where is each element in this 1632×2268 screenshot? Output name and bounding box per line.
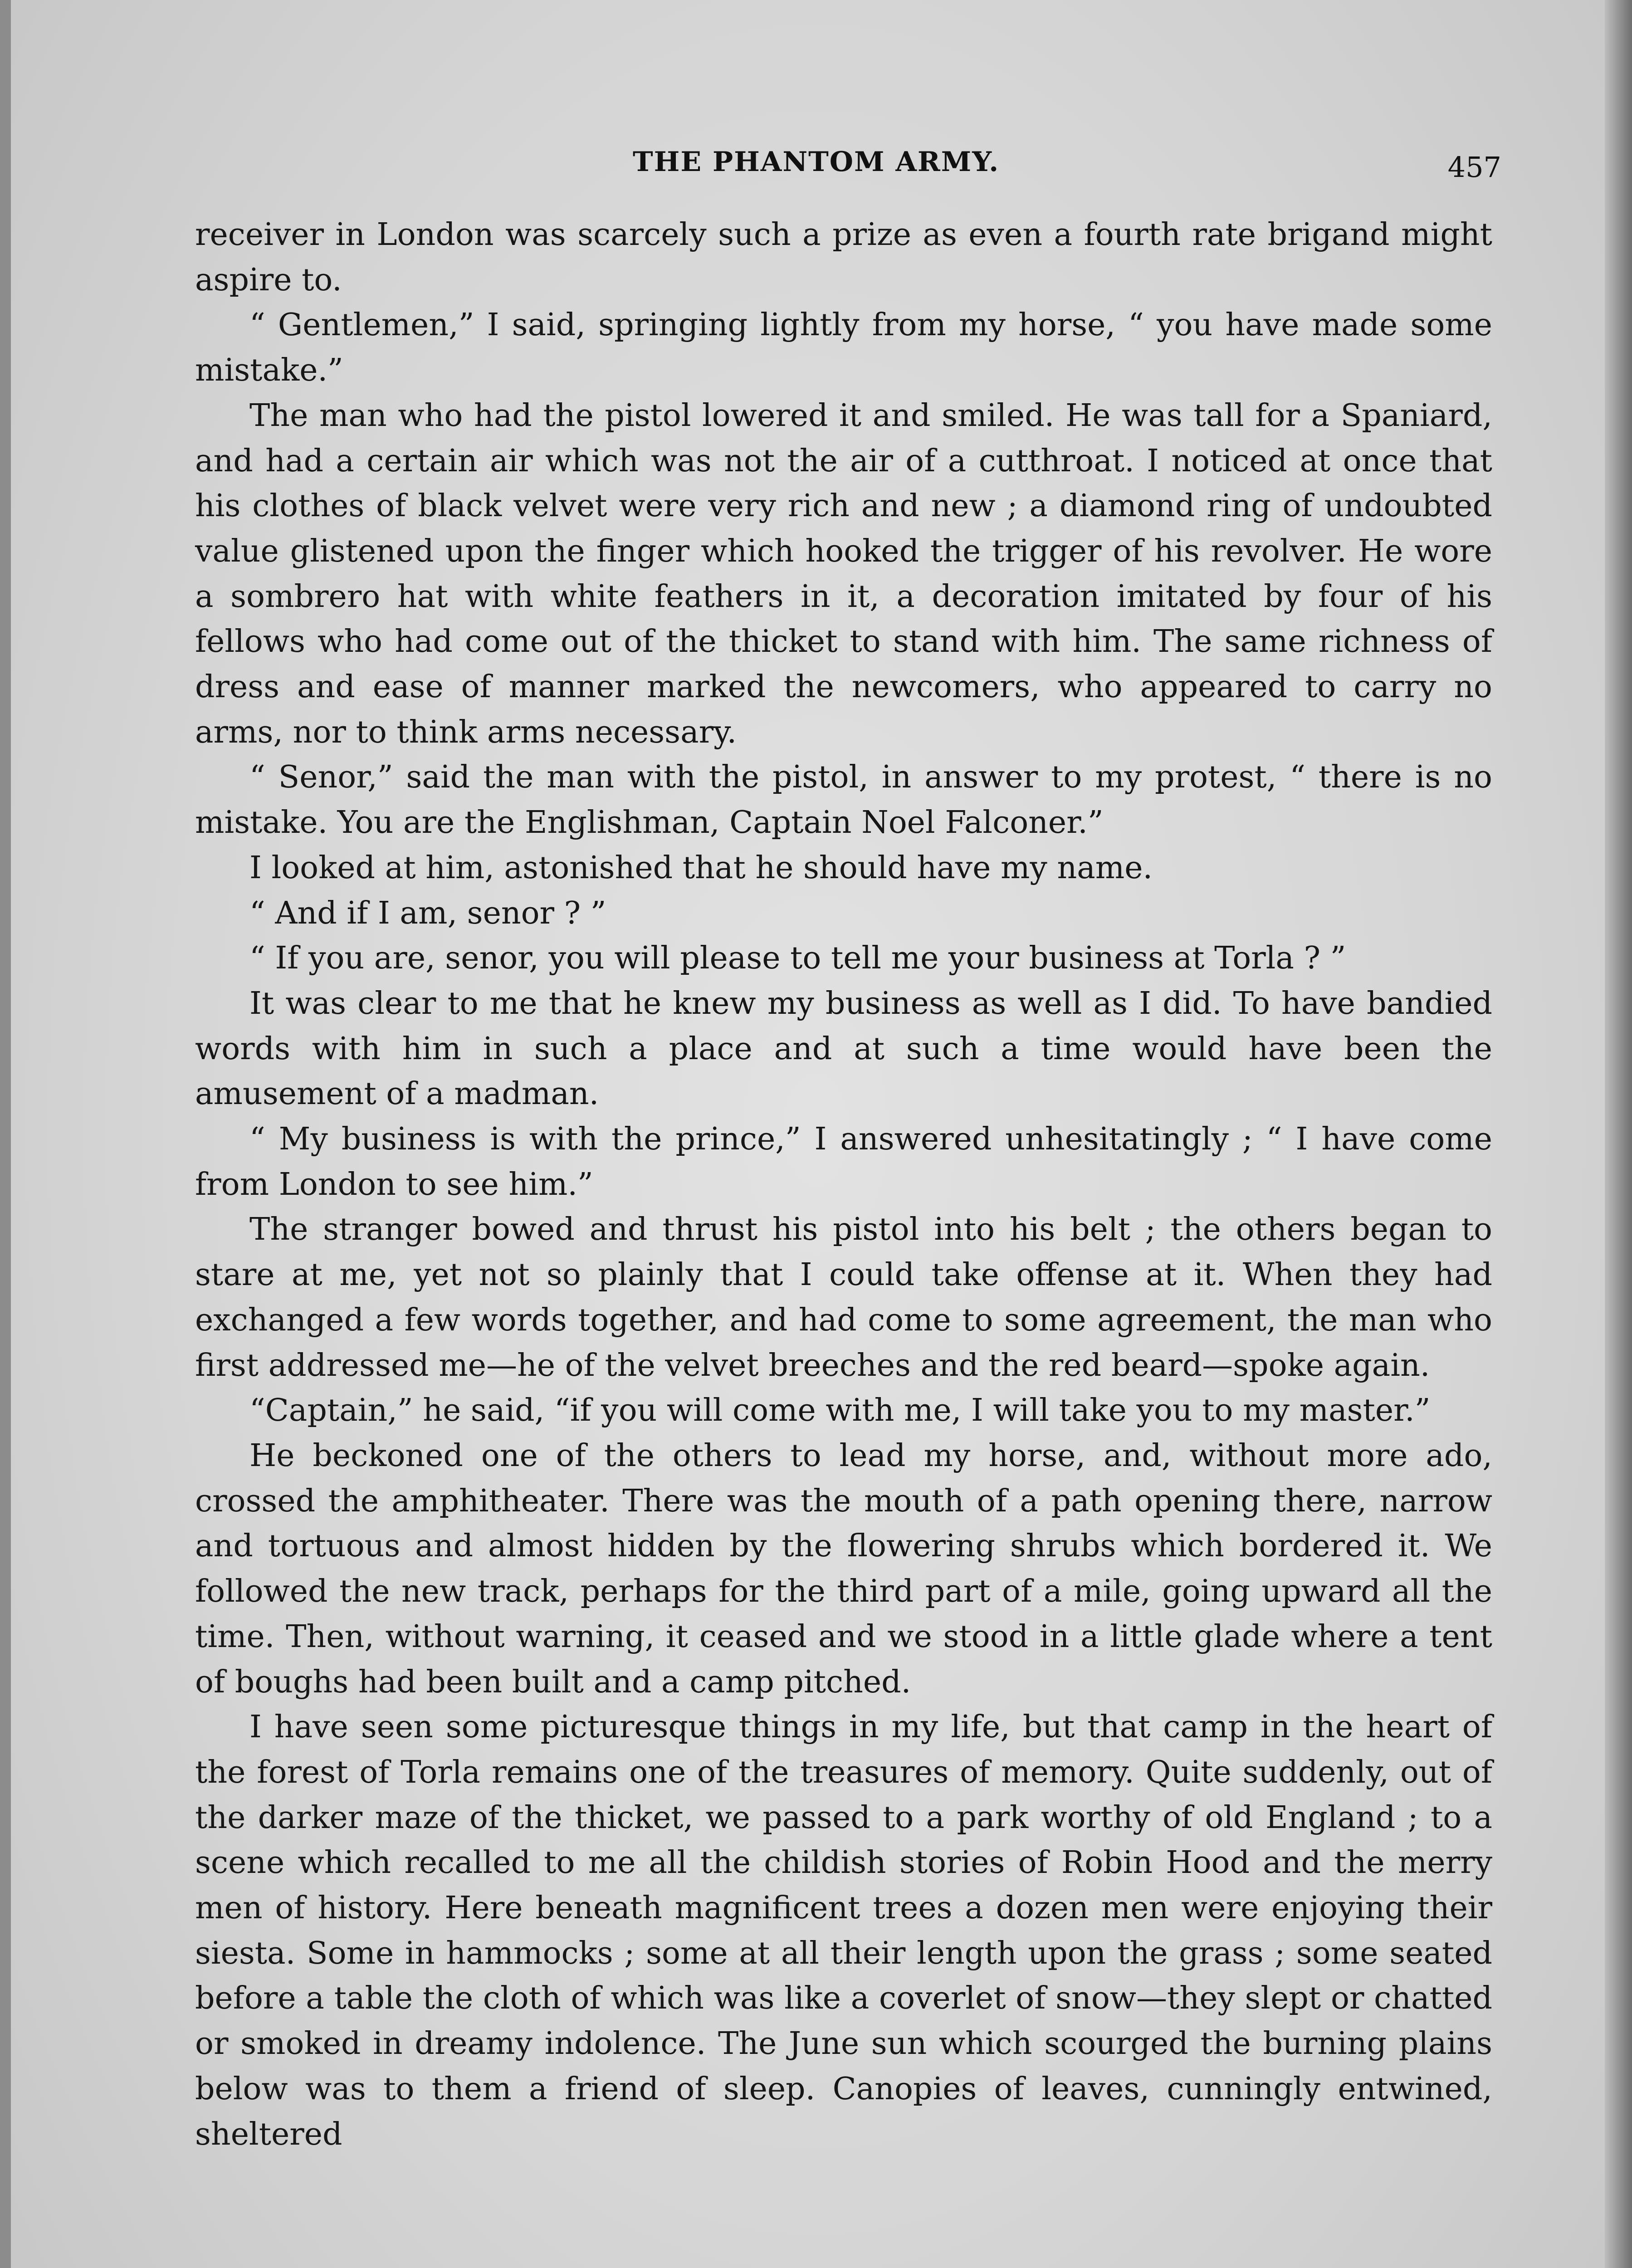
paragraph: receiver in London was scarcely such a prize as even a fourth rate brigand might aspire to.: [195, 217, 1492, 298]
page-edge-right: [1605, 0, 1632, 2268]
paragraph: “ Gentlemen,” I said, springing lightly from my horse, “ you have made some mistake.”: [195, 307, 1492, 389]
page-header: [172, 146, 1501, 187]
paragraph: I looked at him, astonished that he should have my name.: [249, 850, 1153, 886]
paragraph: “Captain,” he said, “if you will come with me, I will take you to my master.”: [249, 1393, 1431, 1429]
paragraph: “ Senor,” said the man with the pistol, in answer to my protest, “ there is no mistake. You are the Englishman, Captain Noel Falconer.”: [195, 759, 1492, 841]
paragraph: I have seen some picturesque things in my life, but that camp in the heart of the forest of Torla remains one of the treasures of memory. Quite suddenly, out of the darker maze of the thicket, we passed to a park worthy of old England ; to a scene which recalled to me all the childish stories of Robin Hood and the merry men of history. Here beneath magnificent trees a dozen men were enjoying their siesta. Some in hammocks ; some at all their length upon the grass ; some seated before a table the cloth of which was like a coverlet of snow—they slept or chatted or smoked in dreamy indolence. The June sun which scourged the burning plains below was to them a friend of sleep. Canopies of leaves, cunningly entwined, sheltered: [195, 1709, 1492, 2152]
paragraph: He beckoned one of the others to lead my horse, and, without more ado, crossed the amphitheater. There was the mouth of a path opening there, narrow and tortuous and almost hidden by the flowering shrubs which bordered it. We followed the new track, perhaps for the third part of a mile, going upward all the time. Then, without warning, it ceased and we stood in a little glade where a tent of boughs had been built and a camp pitched.: [195, 1437, 1492, 1700]
paragraph: “ If you are, senor, you will please to tell me your business at Torla ? ”: [249, 940, 1346, 977]
body-text: [195, 212, 1492, 2157]
paragraph: The stranger bowed and thrust his pistol into his belt ; the others began to stare at me, yet not so plainly that I could take offense at it. When they had exchanged a few words together, and had come to some agreement, the man who first addressed me—he of the velvet breeches and the red beard—spoke again.: [195, 1212, 1492, 1383]
paragraph: “ My business is with the prince,” I answered unhesitatingly ; “ I have come from London to see him.”: [195, 1121, 1492, 1202]
paragraph: “ And if I am, senor ? ”: [249, 895, 606, 931]
running-title: THE PHANTOM ARMY.: [633, 146, 1000, 178]
paragraph: The man who had the pistol lowered it and smiled. He was tall for a Spaniard, and had a certain air which was not the air of a cutthroat. I noticed at once that his clothes of black velvet were very rich and new ; a diamond ring of undoubted value glistened upon the finger which hooked the trigger of his revolver. He wore a sombrero hat with white feathers in it, a decoration imitated by four of his fellows who had come out of the thicket to stand with him. The same richness of dress and ease of manner marked the newcomers, who appeared to carry no arms, nor to think arms necessary.: [195, 397, 1492, 750]
page-number: 457: [1447, 151, 1501, 184]
page-edge-left: [0, 0, 11, 2268]
paragraph: It was clear to me that he knew my business as well as I did. To have bandied words with him in such a place and at such a time would have been the amusement of a madman.: [195, 985, 1492, 1112]
